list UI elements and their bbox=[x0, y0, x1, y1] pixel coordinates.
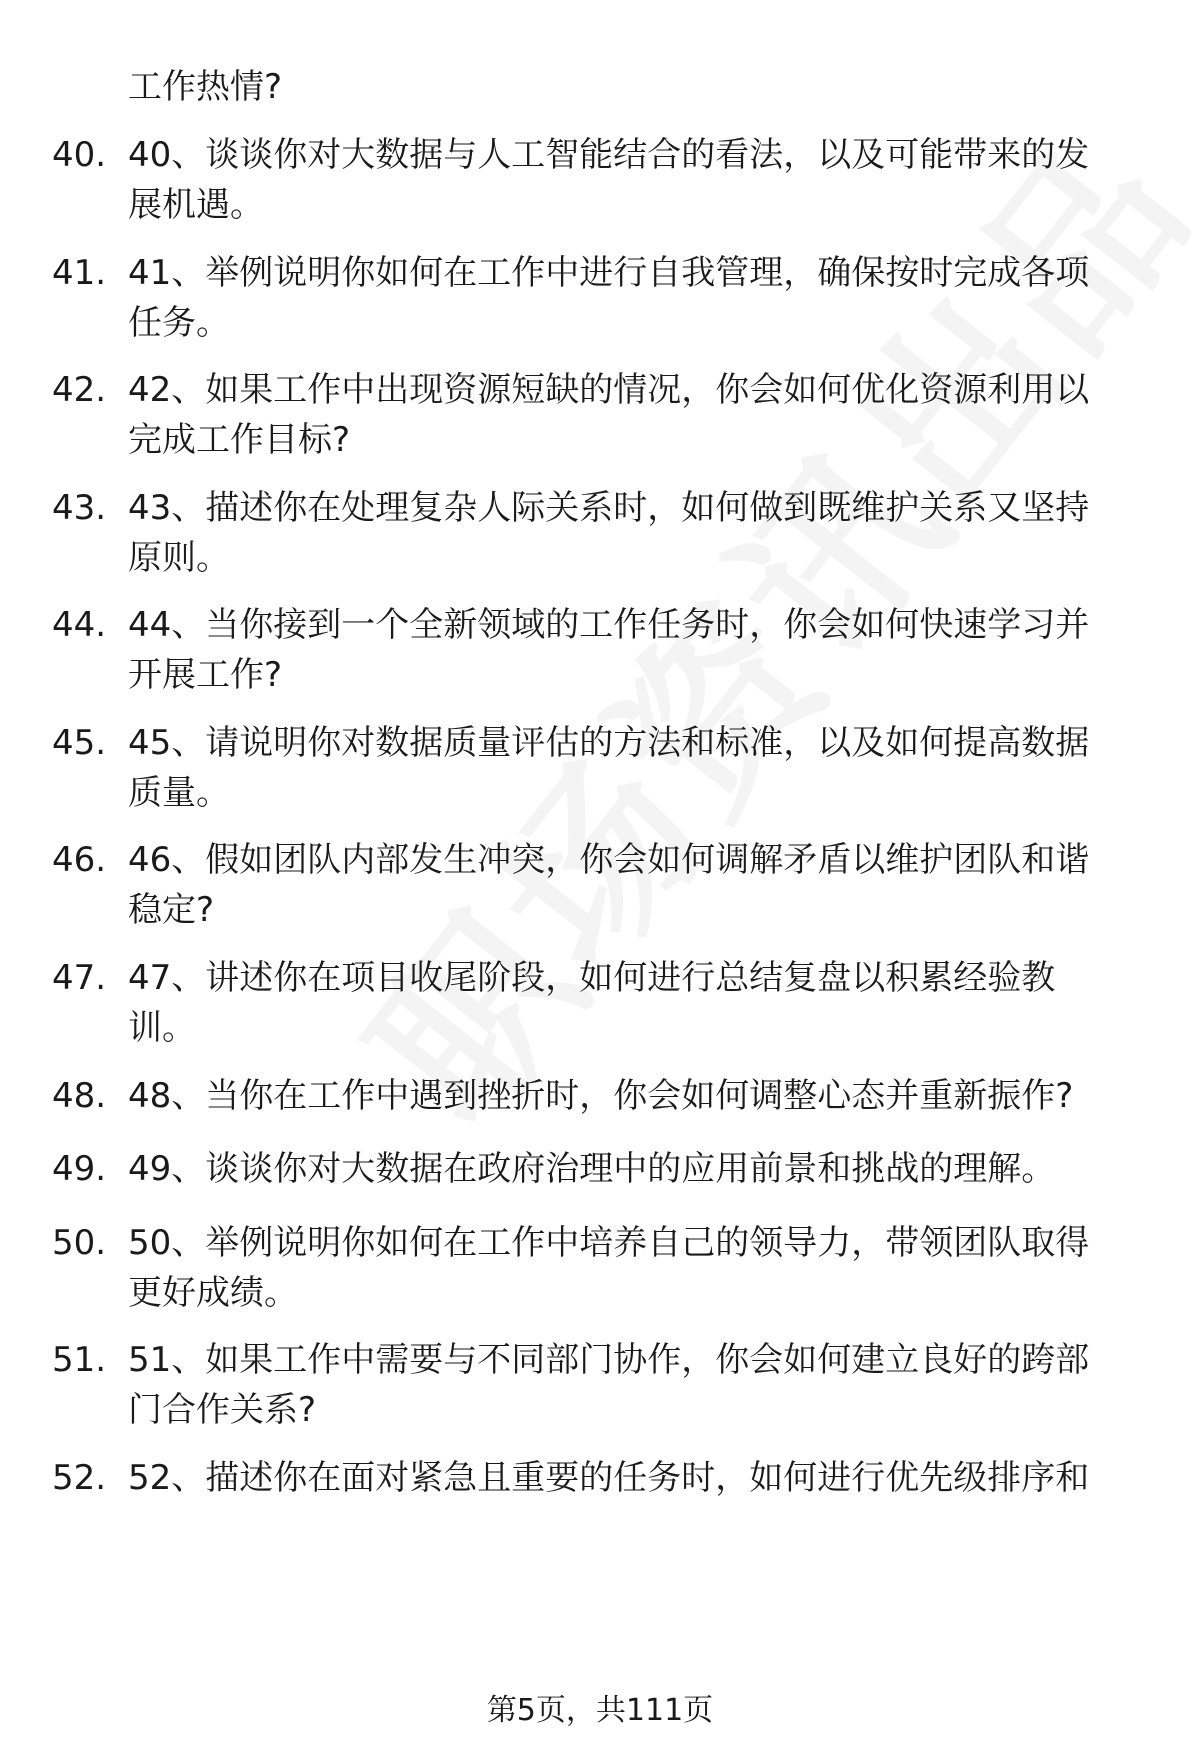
item-line: 49、谈谈你对大数据在政府治理中的应用前景和挑战的理解。 bbox=[128, 1149, 1056, 1189]
item-line: 更好成绩。 bbox=[128, 1273, 298, 1313]
item-line: 训。 bbox=[128, 1008, 196, 1048]
item-line: 46、假如团队内部发生冲突，你会如何调解矛盾以维护团队和谐 bbox=[128, 840, 1090, 880]
item-text bbox=[128, 483, 1158, 583]
item-text bbox=[128, 1144, 1158, 1194]
item-text bbox=[128, 248, 1158, 348]
continuation-line: 工作热情? bbox=[128, 67, 283, 107]
item-line: 51、如果工作中需要与不同部门协作，你会如何建立良好的跨部 bbox=[128, 1340, 1090, 1380]
item-text bbox=[128, 835, 1158, 935]
item-line: 42、如果工作中出现资源短缺的情况，你会如何优化资源利用以 bbox=[128, 370, 1090, 410]
item-number: 52. bbox=[52, 1458, 107, 1498]
item-number: 41. bbox=[52, 253, 107, 293]
item-number: 40. bbox=[52, 135, 107, 175]
item-number: 51. bbox=[52, 1340, 107, 1380]
item-line: 41、举例说明你如何在工作中进行自我管理，确保按时完成各项 bbox=[128, 253, 1090, 293]
item-number: 43. bbox=[52, 488, 107, 528]
item-line: 44、当你接到一个全新领域的工作任务时，你会如何快速学习并 bbox=[128, 605, 1090, 645]
item-line: 45、请说明你对数据质量评估的方法和标准，以及如何提高数据 bbox=[128, 723, 1090, 763]
item-line: 展机遇。 bbox=[128, 185, 264, 225]
item-line: 原则。 bbox=[128, 538, 230, 578]
item-number: 49. bbox=[52, 1149, 107, 1189]
item-line: 52、描述你在面对紧急且重要的任务时，如何进行优先级排序和 bbox=[128, 1458, 1090, 1498]
item-text bbox=[128, 365, 1158, 465]
item-text bbox=[128, 718, 1158, 818]
item-line: 50、举例说明你如何在工作中培养自己的领导力，带领团队取得 bbox=[128, 1223, 1090, 1263]
item-line: 40、谈谈你对大数据与人工智能结合的看法，以及可能带来的发 bbox=[128, 135, 1090, 175]
item-text bbox=[128, 953, 1158, 1053]
item-text bbox=[128, 1335, 1158, 1435]
item-line: 稳定? bbox=[128, 890, 215, 930]
item-text bbox=[128, 1453, 1158, 1503]
item-number: 50. bbox=[52, 1223, 107, 1263]
item-line: 质量。 bbox=[128, 773, 230, 813]
item-line: 43、描述你在处理复杂人际关系时，如何做到既维护关系又坚持 bbox=[128, 488, 1090, 528]
item-text bbox=[128, 1218, 1158, 1318]
item-text bbox=[128, 600, 1158, 700]
item-number: 46. bbox=[52, 840, 107, 880]
item-line: 48、当你在工作中遇到挫折时，你会如何调整心态并重新振作? bbox=[128, 1076, 1074, 1116]
item-line: 47、讲述你在项目收尾阶段，如何进行总结复盘以积累经验教 bbox=[128, 958, 1056, 998]
item-number: 44. bbox=[52, 605, 107, 645]
item-number: 45. bbox=[52, 723, 107, 763]
item-number: 47. bbox=[52, 958, 107, 998]
item-text bbox=[128, 1071, 1158, 1121]
item-line: 开展工作? bbox=[128, 655, 283, 695]
page-footer: 第5页，共111页 bbox=[486, 1693, 714, 1728]
item-line: 门合作关系? bbox=[128, 1390, 317, 1430]
item-number: 42. bbox=[52, 370, 107, 410]
item-line: 任务。 bbox=[128, 303, 230, 343]
item-text bbox=[128, 130, 1158, 230]
item-line: 完成工作目标? bbox=[128, 420, 351, 460]
item-number: 48. bbox=[52, 1076, 107, 1116]
